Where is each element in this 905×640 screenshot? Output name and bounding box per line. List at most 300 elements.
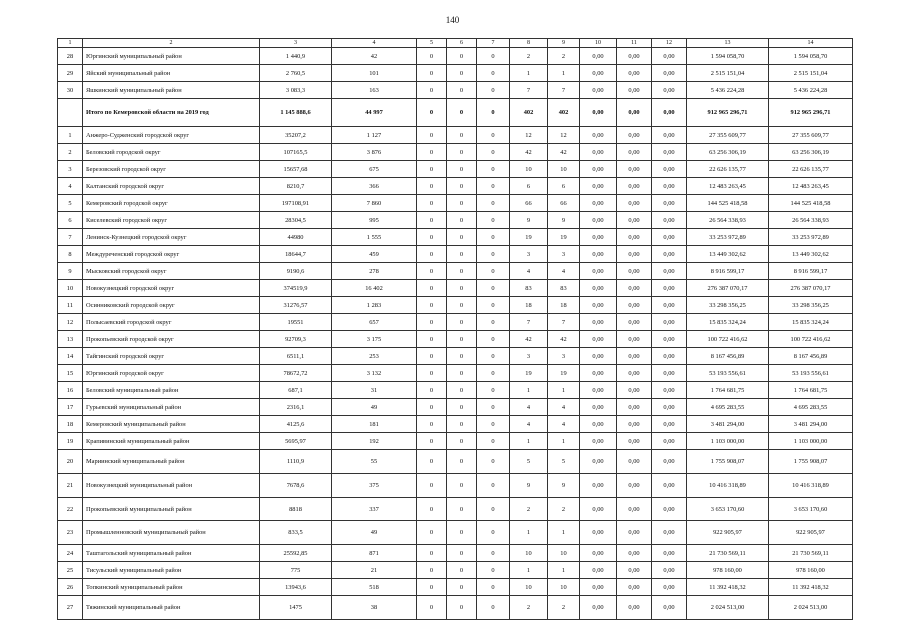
table-row [58,280,853,297]
cell-c3: 8210,7 [260,178,332,195]
table-row [58,263,853,280]
cell-c7: 0 [477,433,510,450]
cell-c6: 0 [447,545,477,562]
cell-c9: 2 [548,498,580,521]
cell-num: 20 [58,450,83,474]
cell-c5: 0 [417,365,447,382]
cell-c7: 0 [477,127,510,144]
cell-c12: 0,00 [652,263,687,280]
cell-c4: 278 [332,263,417,280]
cell-c14: 15 835 324,24 [769,314,853,331]
cell-c11: 0,00 [617,314,652,331]
cell-c13: 3 481 294,00 [687,416,769,433]
cell-c13: 11 392 418,32 [687,579,769,596]
cell-c8: 6 [510,178,548,195]
cell-c8: 4 [510,399,548,416]
cell-c5: 0 [417,195,447,212]
cell-num: 2 [58,144,83,161]
cell-c8: 8 [510,39,548,48]
cell-c5: 0 [417,178,447,195]
cell-c11: 0,00 [617,579,652,596]
table-row [58,365,853,382]
cell-c4: 518 [332,579,417,596]
table-row [58,348,853,365]
cell-c12: 0,00 [652,545,687,562]
cell-c6: 0 [447,212,477,229]
cell-c13: 1 594 058,70 [687,48,769,65]
cell-c5: 0 [417,314,447,331]
cell-c5: 0 [417,545,447,562]
cell-c12: 0,00 [652,562,687,579]
cell-c5: 0 [417,348,447,365]
cell-c14: 8 167 456,89 [769,348,853,365]
cell-c5: 0 [417,433,447,450]
cell-c13: 5 436 224,28 [687,82,769,99]
cell-c8: 2 [510,596,548,620]
cell-name: Топкинский муниципальный район [83,579,260,596]
cell-c12: 0,00 [652,178,687,195]
cell-c6: 0 [447,474,477,498]
cell-c8: 402 [510,99,548,127]
cell-c9: 5 [548,450,580,474]
cell-name: Полысаевский городской округ [83,314,260,331]
cell-c8: 3 [510,246,548,263]
cell-name: 2 [83,39,260,48]
cell-c13: 15 835 324,24 [687,314,769,331]
cell-num: 24 [58,545,83,562]
cell-c12: 0,00 [652,48,687,65]
cell-name: Промышленновский муниципальный район [83,521,260,545]
cell-c10: 0,00 [580,65,617,82]
table-body [58,39,853,620]
cell-c7: 0 [477,263,510,280]
cell-c11: 0,00 [617,229,652,246]
cell-c5: 0 [417,48,447,65]
cell-c11: 0,00 [617,433,652,450]
cell-name: Междуреченский городской округ [83,246,260,263]
cell-num: 7 [58,229,83,246]
cell-c5: 0 [417,399,447,416]
cell-name: Яйский муниципальный район [83,65,260,82]
cell-c14: 27 355 609,77 [769,127,853,144]
cell-c6: 0 [447,161,477,178]
cell-name: Прокопьевский городской округ [83,331,260,348]
page-number: 140 [445,15,460,25]
cell-c8: 1 [510,433,548,450]
cell-c12: 0,00 [652,382,687,399]
cell-c11: 11 [617,39,652,48]
cell-name: Беловский муниципальный район [83,382,260,399]
cell-c13: 1 103 000,00 [687,433,769,450]
cell-c3: 78672,72 [260,365,332,382]
cell-c4: 4 [332,39,417,48]
cell-c13: 33 298 356,25 [687,297,769,314]
cell-c8: 19 [510,229,548,246]
cell-c10: 0,00 [580,521,617,545]
cell-c14: 1 103 000,00 [769,433,853,450]
cell-c14: 912 965 296,71 [769,99,853,127]
cell-c7: 0 [477,314,510,331]
cell-c9: 4 [548,399,580,416]
table-row [58,399,853,416]
cell-c7: 0 [477,297,510,314]
cell-c13: 27 355 609,77 [687,127,769,144]
cell-c10: 0,00 [580,195,617,212]
cell-c9: 10 [548,161,580,178]
cell-c12: 0,00 [652,297,687,314]
cell-num: 16 [58,382,83,399]
cell-name: Киселевский городской округ [83,212,260,229]
cell-c5: 0 [417,450,447,474]
cell-c14: 276 387 070,17 [769,280,853,297]
cell-c8: 1 [510,521,548,545]
cell-c4: 3 876 [332,144,417,161]
cell-num: 19 [58,433,83,450]
cell-c3: 2 760,5 [260,65,332,82]
cell-c7: 7 [477,39,510,48]
cell-c11: 0,00 [617,348,652,365]
cell-num: 12 [58,314,83,331]
cell-c6: 0 [447,399,477,416]
cell-c5: 0 [417,474,447,498]
cell-c6: 0 [447,48,477,65]
cell-c12: 0,00 [652,498,687,521]
cell-name: Тисульский муниципальный район [83,562,260,579]
cell-c9: 18 [548,297,580,314]
cell-c3: 28304,5 [260,212,332,229]
cell-c3: 3 083,3 [260,82,332,99]
cell-c8: 2 [510,48,548,65]
cell-c14: 4 695 283,55 [769,399,853,416]
cell-c6: 0 [447,596,477,620]
cell-c12: 0,00 [652,579,687,596]
table-row [58,596,853,620]
cell-c11: 0,00 [617,399,652,416]
cell-c5: 5 [417,39,447,48]
cell-c10: 0,00 [580,474,617,498]
cell-c4: 3 132 [332,365,417,382]
cell-c4: 49 [332,399,417,416]
cell-c10: 0,00 [580,263,617,280]
table-row [58,314,853,331]
cell-c10: 0,00 [580,280,617,297]
cell-c7: 0 [477,48,510,65]
cell-c7: 0 [477,212,510,229]
cell-c6: 0 [447,65,477,82]
cell-c11: 0,00 [617,127,652,144]
cell-c8: 1 [510,562,548,579]
table-row [58,82,853,99]
cell-c10: 0,00 [580,450,617,474]
cell-c13: 63 256 306,19 [687,144,769,161]
cell-c11: 0,00 [617,545,652,562]
cell-c6: 0 [447,195,477,212]
cell-name: Мысковский городской округ [83,263,260,280]
cell-c13: 8 916 599,17 [687,263,769,280]
cell-c5: 0 [417,331,447,348]
cell-name: Новокузнецкий городской округ [83,280,260,297]
cell-c14: 14 [769,39,853,48]
cell-c12: 0,00 [652,212,687,229]
cell-c12: 0,00 [652,65,687,82]
cell-c8: 1 [510,65,548,82]
cell-c3: 35207,2 [260,127,332,144]
cell-num: 18 [58,416,83,433]
cell-c3: 833,5 [260,521,332,545]
cell-c14: 100 722 416,62 [769,331,853,348]
cell-c9: 6 [548,178,580,195]
cell-c7: 0 [477,498,510,521]
cell-c6: 0 [447,99,477,127]
cell-c7: 0 [477,399,510,416]
cell-c13: 912 965 296,71 [687,99,769,127]
cell-c6: 0 [447,280,477,297]
cell-c13: 4 695 283,55 [687,399,769,416]
cell-c6: 0 [447,498,477,521]
cell-c5: 0 [417,579,447,596]
cell-c3: 374519,9 [260,280,332,297]
cell-name: Осинниковский городской округ [83,297,260,314]
cell-c4: 3 175 [332,331,417,348]
cell-c9: 1 [548,382,580,399]
cell-num: 14 [58,348,83,365]
cell-c6: 0 [447,450,477,474]
cell-name: Тайгинский городской округ [83,348,260,365]
cell-c3: 19551 [260,314,332,331]
cell-c10: 0,00 [580,127,617,144]
cell-c4: 253 [332,348,417,365]
cell-c9: 19 [548,365,580,382]
cell-c8: 10 [510,579,548,596]
cell-c4: 49 [332,521,417,545]
cell-c9: 83 [548,280,580,297]
cell-c11: 0,00 [617,416,652,433]
cell-c6: 0 [447,348,477,365]
cell-c6: 0 [447,144,477,161]
cell-c8: 2 [510,498,548,521]
cell-num: 28 [58,48,83,65]
cell-c4: 7 860 [332,195,417,212]
table-row [58,178,853,195]
cell-c5: 0 [417,263,447,280]
cell-c4: 459 [332,246,417,263]
cell-c11: 0,00 [617,144,652,161]
cell-num: 13 [58,331,83,348]
cell-c13: 10 416 318,89 [687,474,769,498]
cell-name: Калтанский городской округ [83,178,260,195]
cell-c11: 0,00 [617,365,652,382]
table-row [58,195,853,212]
table-row [58,562,853,579]
cell-c7: 0 [477,144,510,161]
table-row [58,474,853,498]
cell-c9: 12 [548,127,580,144]
cell-c6: 0 [447,246,477,263]
cell-c11: 0,00 [617,65,652,82]
cell-c6: 0 [447,331,477,348]
cell-num: 8 [58,246,83,263]
cell-c8: 10 [510,545,548,562]
cell-c3: 687,1 [260,382,332,399]
cell-c4: 31 [332,382,417,399]
cell-c11: 0,00 [617,48,652,65]
cell-c7: 0 [477,195,510,212]
cell-c6: 0 [447,263,477,280]
cell-c10: 0,00 [580,579,617,596]
cell-c12: 0,00 [652,280,687,297]
cell-c8: 7 [510,82,548,99]
cell-name: Березовский городской округ [83,161,260,178]
cell-c5: 0 [417,99,447,127]
cell-c6: 0 [447,297,477,314]
cell-c13: 13 449 302,62 [687,246,769,263]
cell-c6: 0 [447,562,477,579]
cell-c9: 3 [548,246,580,263]
cell-c10: 0,00 [580,399,617,416]
cell-num: 1 [58,39,83,48]
cell-c6: 6 [447,39,477,48]
cell-c3: 1 145 888,6 [260,99,332,127]
cell-c5: 0 [417,382,447,399]
cell-c14: 922 905,97 [769,521,853,545]
table-row [58,212,853,229]
cell-c5: 0 [417,229,447,246]
cell-c14: 1 594 058,70 [769,48,853,65]
cell-c13: 922 905,97 [687,521,769,545]
cell-c9: 9 [548,39,580,48]
cell-c14: 8 916 599,17 [769,263,853,280]
cell-c4: 55 [332,450,417,474]
cell-num: 29 [58,65,83,82]
cell-c14: 63 256 306,19 [769,144,853,161]
cell-c4: 675 [332,161,417,178]
cell-c10: 0,00 [580,297,617,314]
table-row [58,433,853,450]
cell-c4: 101 [332,65,417,82]
cell-c8: 4 [510,416,548,433]
cell-c8: 9 [510,212,548,229]
cell-c13: 1 755 908,07 [687,450,769,474]
table-row [58,161,853,178]
cell-c9: 1 [548,521,580,545]
cell-c13: 2 515 151,04 [687,65,769,82]
cell-c12: 0,00 [652,161,687,178]
cell-name: Юргинский муниципальный район [83,48,260,65]
cell-c3: 775 [260,562,332,579]
table-row [58,229,853,246]
cell-c3: 1475 [260,596,332,620]
cell-c10: 0,00 [580,48,617,65]
cell-c9: 10 [548,545,580,562]
cell-c13: 33 253 972,89 [687,229,769,246]
cell-c14: 5 436 224,28 [769,82,853,99]
cell-c9: 3 [548,348,580,365]
header-row [58,39,853,48]
cell-name: Ленинск-Кузнецкий городской округ [83,229,260,246]
cell-c7: 0 [477,474,510,498]
cell-c12: 12 [652,39,687,48]
table-row [58,144,853,161]
cell-c6: 0 [447,521,477,545]
cell-c7: 0 [477,579,510,596]
cell-c9: 9 [548,474,580,498]
cell-c14: 2 515 151,04 [769,65,853,82]
cell-num: 25 [58,562,83,579]
cell-c11: 0,00 [617,450,652,474]
cell-c4: 871 [332,545,417,562]
cell-c11: 0,00 [617,331,652,348]
table-row [58,498,853,521]
cell-c12: 0,00 [652,399,687,416]
cell-c11: 0,00 [617,263,652,280]
cell-c10: 0,00 [580,416,617,433]
cell-c10: 0,00 [580,331,617,348]
cell-c12: 0,00 [652,82,687,99]
cell-c4: 42 [332,48,417,65]
cell-c9: 42 [548,144,580,161]
cell-c7: 0 [477,450,510,474]
cell-c10: 0,00 [580,144,617,161]
cell-c11: 0,00 [617,297,652,314]
cell-c6: 0 [447,82,477,99]
cell-c13: 53 193 556,61 [687,365,769,382]
cell-c11: 0,00 [617,178,652,195]
cell-c4: 38 [332,596,417,620]
cell-c14: 1 764 681,75 [769,382,853,399]
table-row [58,246,853,263]
cell-c10: 0,00 [580,178,617,195]
cell-c10: 0,00 [580,82,617,99]
cell-c8: 1 [510,382,548,399]
cell-num: 22 [58,498,83,521]
cell-c6: 0 [447,365,477,382]
cell-c14: 33 253 972,89 [769,229,853,246]
cell-num: 1 [58,127,83,144]
cell-num: 10 [58,280,83,297]
cell-c13: 12 483 263,45 [687,178,769,195]
cell-c11: 0,00 [617,161,652,178]
cell-c11: 0,00 [617,382,652,399]
cell-c5: 0 [417,65,447,82]
cell-c9: 66 [548,195,580,212]
cell-c8: 19 [510,365,548,382]
cell-c10: 0,00 [580,212,617,229]
cell-c9: 7 [548,314,580,331]
data-table [57,38,853,620]
cell-c7: 0 [477,178,510,195]
cell-c11: 0,00 [617,82,652,99]
cell-c5: 0 [417,416,447,433]
cell-num: 23 [58,521,83,545]
cell-c10: 0,00 [580,314,617,331]
cell-c11: 0,00 [617,474,652,498]
cell-c5: 0 [417,212,447,229]
cell-c3: 8818 [260,498,332,521]
table-row [58,65,853,82]
cell-c8: 83 [510,280,548,297]
cell-c12: 0,00 [652,365,687,382]
cell-c4: 21 [332,562,417,579]
cell-c12: 0,00 [652,433,687,450]
cell-c7: 0 [477,348,510,365]
cell-c7: 0 [477,562,510,579]
cell-c13: 100 722 416,62 [687,331,769,348]
cell-c13: 3 653 170,60 [687,498,769,521]
cell-c4: 181 [332,416,417,433]
cell-num [58,99,83,127]
cell-c9: 4 [548,416,580,433]
cell-name: Тяжинский муниципальный район [83,596,260,620]
